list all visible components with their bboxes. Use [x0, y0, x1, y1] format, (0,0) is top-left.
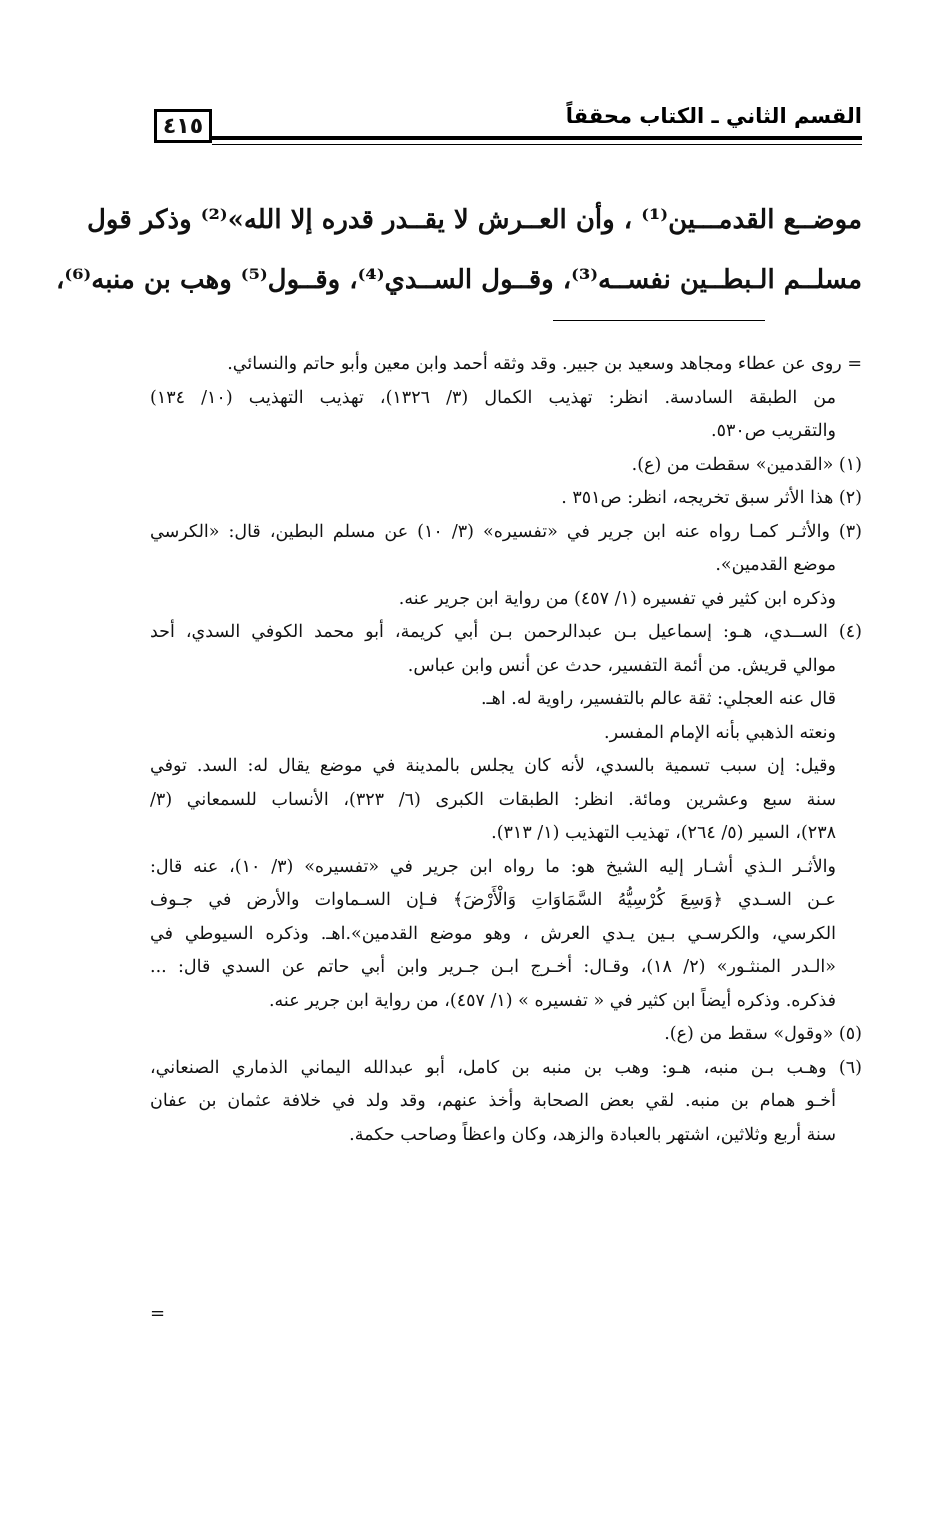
footnote-separator	[553, 320, 765, 321]
footnote-line: أخـو همام بن منبه. لقي بعض الصحابة وأخذ عنهم، وقد ولد في خلافة عثمان بن عفان	[150, 1091, 836, 1111]
footnote-line: وذكره ابن كثير في تفسيره (١/ ٤٥٧) من رواية ابن جرير عنه.	[398, 588, 836, 609]
footnote-line: سنة سبع وعشرين ومائة. انظر: الطبقات الكبرى (٦/ ٣٢٣)، الأنساب للسمعاني (٣/	[150, 789, 836, 810]
footnote-line: ٢٣٨)، السير (٥/ ٢٦٤)، تهذيب التهذيب (١/ ٣١٣).	[491, 823, 836, 843]
footnote-line: (٢) هذا الأثر سبق تخريجه، انظر: ص٣٥١ .	[561, 488, 862, 508]
footnote-line: «الـدر المنثـور» (٢/ ١٨)، وقـال: أخـرج ابـن جـرير وابن أبي حاتم عن السدي قال: ...	[150, 957, 837, 977]
footnote-line: والأثـر الـذي أشـار إليه الشيخ هو: ما رواه ابن جرير في «تفسيره» (٣/ ١٠)، عنه قال:	[150, 856, 836, 877]
footnote-line: من الطبقة السادسة. انظر: تهذيب الكمال (٣/ ١٣٢٦)، تهذيب التهذيب (١٠/ ١٣٤)	[150, 387, 836, 408]
footnote-line: موضع القدمين».	[715, 555, 836, 575]
footnote-line: (٦) وهـب بـن منبه، هـو: وهب بن منبه بن كامل، أبو عبدالله اليماني الذماري الصنعاني،	[150, 1057, 862, 1078]
footnote-line: قال عنه العجلي: ثقة عالم بالتفسير، راوية له. اهـ.	[480, 689, 836, 709]
main-text	[55, 190, 862, 310]
footnote-line: (٥) «وقول» سقط من (ع).	[664, 1024, 862, 1044]
footnote-line: ونعته الذهبي بأنه الإمام المفسر.	[604, 722, 836, 743]
footnotes	[150, 348, 862, 1152]
footnote-line: = روى عن عطاء ومجاهد وسعيد بن جبير. وقد وثقه أحمد وابن معين وأبو حاتم والنسائي.	[227, 354, 862, 374]
footnote-line: فذكره. وذكره أيضاً ابن كثير في « تفسيره » (١/ ٤٥٧)، من رواية ابن جرير عنه.	[268, 990, 836, 1011]
footnote-line: وقيل: إن سبب تسمية بالسدي، لأنه كان يجلس بالمدينة في موضع يقال له: السد. توفي	[150, 756, 836, 776]
footnote-line: (٤) الســدي، هـو: إسماعيل بـن عبدالرحمن بـن أبي كريمة، أبو محمد الكوفي السدي، أحد	[150, 622, 862, 642]
footnote-line: الكرسي، والكرسـي بـين يـدي العرش ، وهو موضع القدمين».اهـ. وذكره السيوطي في	[150, 923, 836, 944]
page-header	[150, 100, 862, 156]
footnote-line: (٣) والأثـر كمـا رواه عنه ابن جرير في «تفسيره» (٣/ ١٠) عن مسلم البطين، قال: «الكرسي	[150, 521, 862, 542]
footnote-line: والتقريب ص٥٣٠.	[711, 421, 836, 441]
header-rule-thick	[212, 136, 862, 140]
footnote-line: موالي قريش. من أئمة التفسير، حدث عن أنس وابن عباس.	[407, 655, 836, 676]
header-rule-thin	[212, 144, 862, 145]
footnote-line: (١) «القدمين» سقطت من (ع).	[631, 454, 862, 475]
page-number: ٤١٥	[154, 109, 212, 143]
main-line: موضــع القدمـــين⁽¹⁾ ، وأن العــرش لا يقــدر قدره إلا الله»⁽²⁾ وذكر قول	[87, 205, 862, 235]
running-title: القسم الثاني ـ الكتاب محققاً	[565, 104, 862, 128]
main-line: مسلــم الـبطــين نفســه⁽³⁾، وقــول الســدي⁽⁴⁾، وقــول⁽⁵⁾ وهب بن منبه⁽⁶⁾،	[55, 265, 862, 295]
continuation-marker: =	[150, 1303, 166, 1324]
footnote-line: سنة أربع وثلاثين، اشتهر بالعبادة والزهد، وكان واعظاً وصاحب حكمة.	[349, 1124, 836, 1145]
footnote-line: عـن السـدي ﴿وَسِعَ كُرْسِيُّهُ السَّمَاوَاتِ وَالْأَرْضَ﴾ فـإن السـماوات والأرض في جـوف	[150, 890, 836, 910]
